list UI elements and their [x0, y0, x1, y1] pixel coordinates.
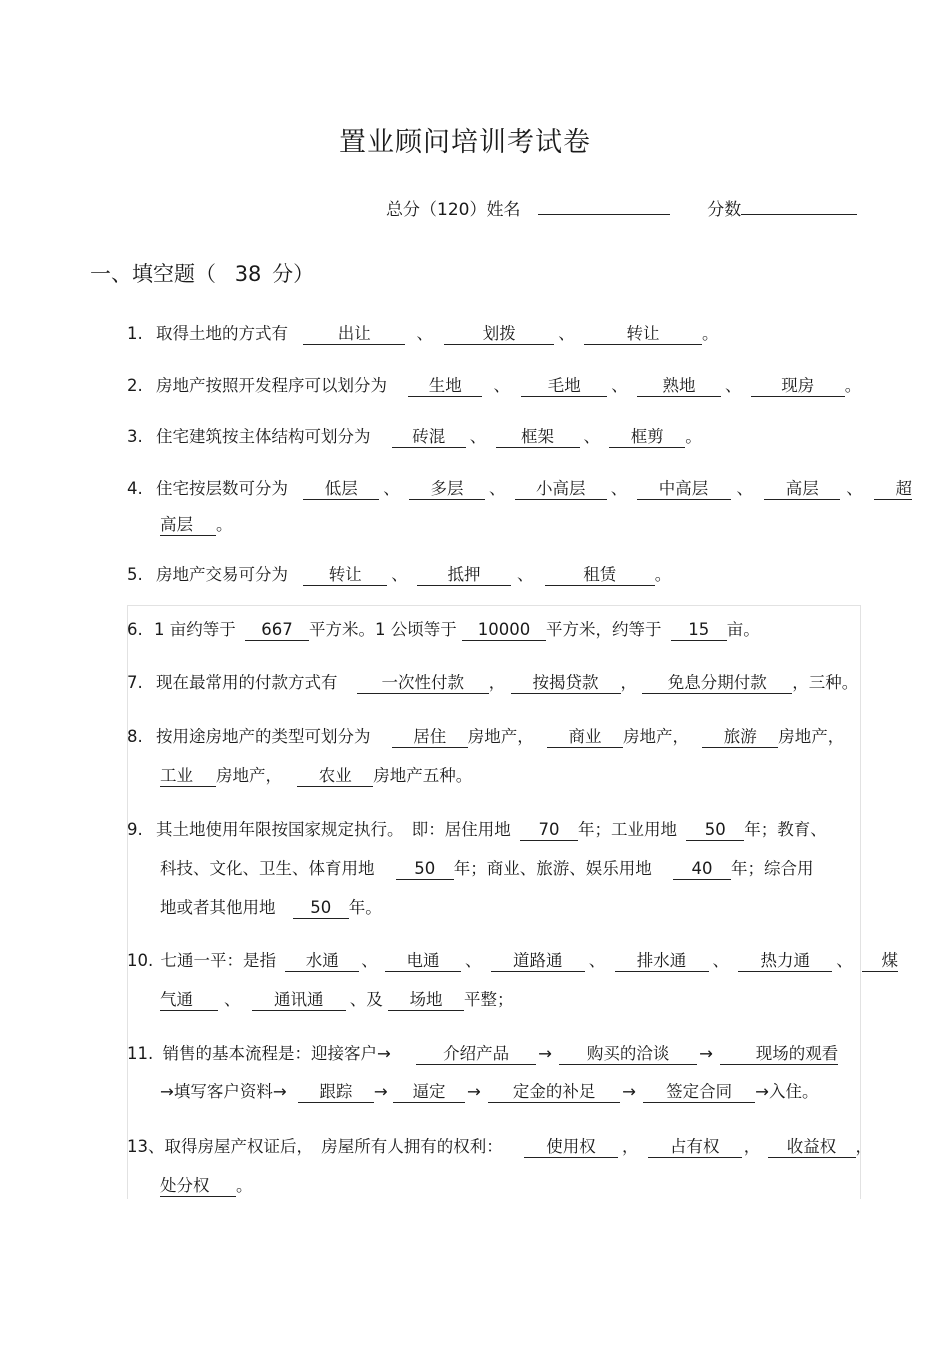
answer-blank: 气通 [160, 990, 218, 1011]
answer-blank: 50 [293, 898, 349, 919]
answer-blank: 跟踪 [298, 1082, 374, 1103]
question-11: 11. 销售的基本流程是：迎接客户→ 介绍产品 → 购买的洽谈 → 现场的观看 [127, 1044, 839, 1063]
answer-blank: 逼定 [393, 1082, 465, 1103]
answer-blank: 小高层 [515, 479, 607, 500]
question-2: 2. 房地产按照开发程序可以划分为 生地 、 毛地 、 熟地 、 现房 。 [127, 376, 862, 395]
answer-blank: 现场的观看 [720, 1044, 838, 1065]
page-title: 置业顾问培训考试卷 [339, 127, 591, 158]
answer-blank: 50 [396, 859, 454, 880]
question-9-line-3: 地或者其他用地 50 年。 [160, 898, 382, 917]
question-9: 9. 其土地使用年限按国家规定执行。 即：居住用地 70 年；工业用地 50 年；教育、 [127, 820, 827, 839]
total-name-label: 总分（120）姓名 [386, 200, 521, 220]
question-11-cont: →填写客户资料→ 跟踪 → 逼定 → 定金的补足 → 签定合同 →入住。 [160, 1082, 819, 1101]
question-4: 4. 住宅按层数可分为 低层 、 多层 、 小高层 、 中高层 、 高层 、 超 [127, 479, 912, 498]
score-field[interactable] [741, 196, 857, 215]
answer-blank: 商业 [547, 727, 623, 748]
answer-blank: 划拨 [444, 324, 554, 345]
answer-blank: 70 [520, 820, 578, 841]
question-3: 3. 住宅建筑按主体结构可划分为 砖混 、 框架 、 框剪 。 [127, 427, 702, 446]
answer-blank: 框架 [496, 427, 580, 448]
answer-blank: 毛地 [521, 376, 607, 397]
answer-blank: 处分权 [160, 1176, 236, 1197]
question-5: 5. 房地产交易可分为 转让 、 抵押 、 租赁 。 [127, 565, 672, 584]
answer-blank: 免息分期付款 [642, 673, 792, 694]
question-8-cont: 工业 房地产， 农业 房地产五种。 [160, 766, 473, 785]
answer-blank: 熟地 [637, 376, 721, 397]
answer-blank: 现房 [751, 376, 845, 397]
answer-blank: 场地 [388, 990, 464, 1011]
question-9-line-2: 科技、文化、卫生、体育用地 50 年；商业、旅游、娱乐用地 40 年；综合用 [160, 859, 814, 878]
answer-blank: 出让 [303, 324, 405, 345]
question-6: 6. 1 亩约等于 667 平方米。1 公顷等于 10000 平方米，约等于 15 亩。 [127, 620, 760, 639]
answer-blank: 中高层 [637, 479, 731, 500]
answer-blank: 水通 [285, 951, 359, 972]
answer-blank: 生地 [408, 376, 482, 397]
answer-blank: 50 [686, 820, 744, 841]
answer-blank: 低层 [303, 479, 379, 500]
answer-blank: 居住 [392, 727, 468, 748]
answer-blank: 介绍产品 [416, 1044, 536, 1065]
question-4-cont: 高层 。 [160, 515, 233, 534]
answer-blank: 转让 [584, 324, 702, 345]
section-heading: 一、填空题（ 38 分） [90, 262, 315, 286]
question-10-cont: 气通 、 通讯通 、及 场地 平整； [160, 990, 514, 1009]
answer-blank: 使用权 [524, 1137, 618, 1158]
answer-blank: 租赁 [545, 565, 655, 586]
answer-blank: 高层 [764, 479, 840, 500]
answer-blank: 框剪 [609, 427, 685, 448]
answer-blank: 购买的洽谈 [559, 1044, 697, 1065]
answer-blank: 超 [874, 479, 912, 500]
answer-blank: 10000 [462, 620, 546, 641]
answer-blank: 排水通 [615, 951, 709, 972]
question-8: 8. 按用途房地产的类型可划分为 居住 房地产， 商业 房地产， 旅游 房地产， [127, 727, 845, 746]
answer-blank: 按揭贷款 [511, 673, 621, 694]
answer-blank: 农业 [297, 766, 373, 787]
answer-blank: 通讯通 [252, 990, 346, 1011]
answer-blank: 占有权 [648, 1137, 742, 1158]
answer-blank: 砖混 [392, 427, 466, 448]
answer-blank: 抵押 [417, 565, 511, 586]
answer-blank: 高层 [160, 515, 216, 536]
question-7: 7. 现在最常用的付款方式有 一次性付款 ， 按揭贷款 ， 免息分期付款 ，三种。 [127, 673, 859, 692]
answer-blank: 15 [671, 620, 727, 641]
answer-blank: 667 [245, 620, 309, 641]
question-10: 10. 七通一平：是指 水通 、 电通 、 道路通 、 排水通 、 热力通 、 煤 [127, 951, 898, 970]
answer-blank: 40 [673, 859, 731, 880]
question-13: 13、取得房屋产权证后， 房屋所有人拥有的权利： 使用权 ， 占有权 ， 收益权 ， [127, 1137, 872, 1156]
answer-blank: 签定合同 [643, 1082, 755, 1103]
answer-blank: 道路通 [491, 951, 585, 972]
answer-blank: 定金的补足 [488, 1082, 620, 1103]
answer-blank: 电通 [385, 951, 461, 972]
answer-blank: 煤 [862, 951, 898, 972]
exam-header [386, 195, 857, 220]
question-13-cont: 处分权 。 [160, 1176, 253, 1195]
answer-blank: 热力通 [738, 951, 832, 972]
answer-blank: 多层 [409, 479, 485, 500]
question-1: 1. 取得土地的方式有 出让 、 划拨 、 转让 。 [127, 324, 719, 343]
name-field[interactable] [538, 196, 670, 215]
answer-blank: 一次性付款 [357, 673, 489, 694]
answer-blank: 工业 [160, 766, 216, 787]
answer-blank: 收益权 [768, 1137, 856, 1158]
score-label: 分数 [707, 200, 742, 220]
answer-blank: 转让 [303, 565, 387, 586]
answer-blank: 旅游 [702, 727, 778, 748]
